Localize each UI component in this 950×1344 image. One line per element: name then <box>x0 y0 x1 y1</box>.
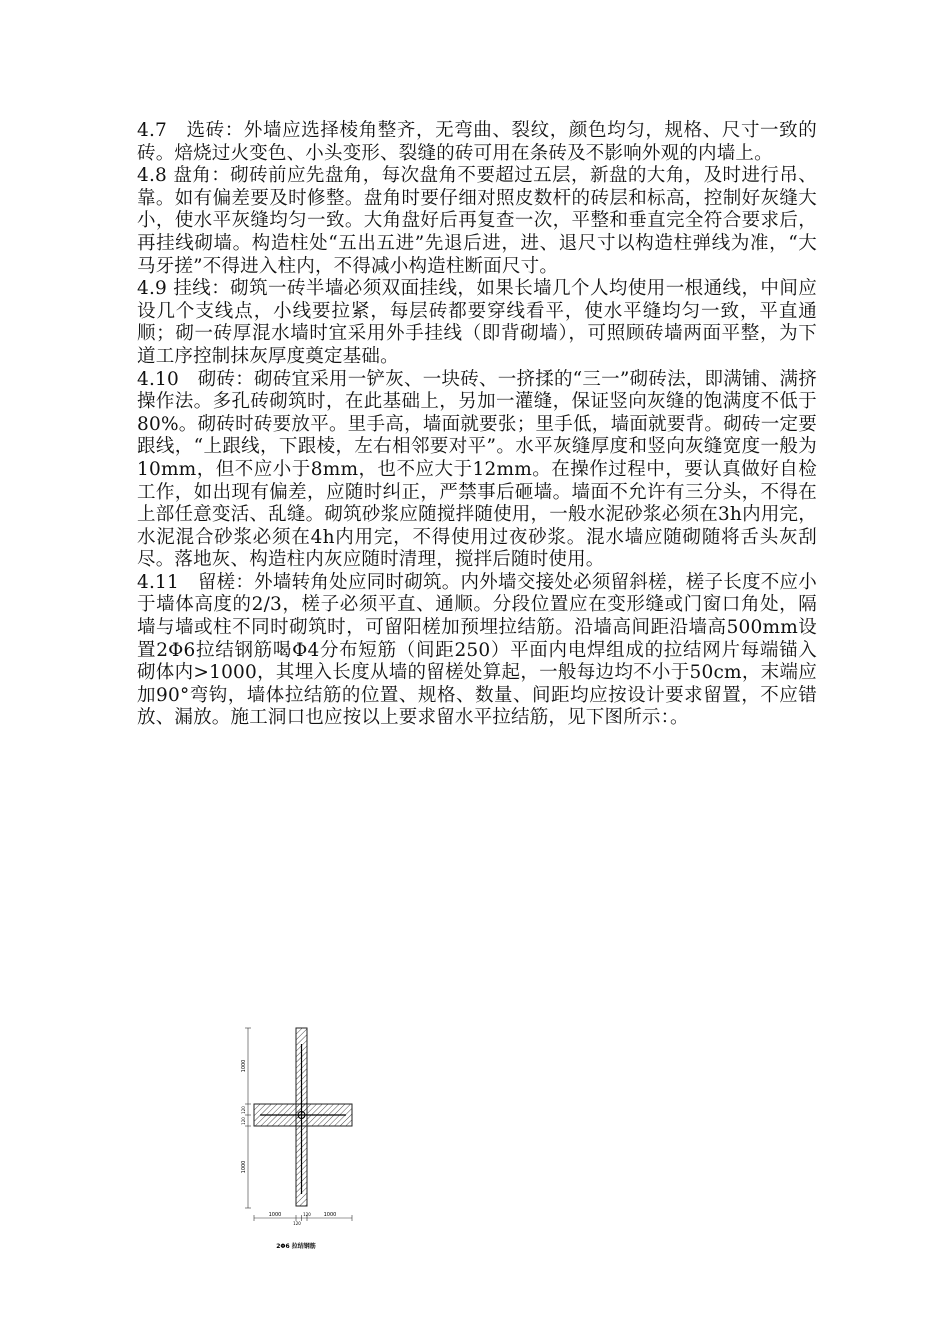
figure-caption: 2Φ6 拉结钢筋 <box>276 1243 316 1250</box>
paragraph-4-9: 4.9 挂线：砌筑一砖半墙必须双面挂线，如果长墙几个人均使用一根通线，中间应设几个支线点，小线要拉紧，每层砖都要穿线看平，使水平缝均匀一致，平直通顺；砌一砖厚混水墙时宜采用外手挂线（即背砌墙），可照顾砖墙两面平整，为下道工序控制抹灰厚度奠定基础。 <box>137 278 817 367</box>
dim-bottom-right: 1000 <box>323 1212 337 1218</box>
paragraph-4-10: 4.10 砌砖：砌砖宜采用一铲灰、一块砖、一挤揉的“三一”砌砖法，即满铺、满挤操作法。多孔砖砌筑时，在此基础上，另加一灌缝，保证竖向灰缝的饱满度不低于80%。砌砖时砖要放平。里手高，墙面就要张；里手低，墙面就要背。砌砖一定要跟线，“上跟线，下跟棱，左右相邻要对平”。水平灰缝厚度和竖向灰缝宽度一般为10mm，但不应小于8mm，也不应大于12mm。在操作过程中，要认真做好自检工作，如出现有偏差，应随时纠正，严禁事后砸墙。墙面不允许有三分头，不得在上部任意变活、乱缝。砌筑砂浆应随搅拌随使用，一般水泥砂浆必须在3h内用完，水泥混合砂浆必须在4h内用完，不得使用过夜砂浆。混水墙应随砌随将舌头灰刮尽。落地灰、构造柱内灰应随时清理，搅拌后随时使用。 <box>137 368 817 571</box>
dim-mid-top: 120 <box>241 1106 246 1114</box>
dim-bottom: 1000 <box>241 1160 247 1174</box>
paragraph-4-8: 4.8 盘角：砌砖前应先盘角，每次盘角不要超过五层，新盘的大角，及时进行吊、靠。如有偏差要及时修整。盘角时要仔细对照皮数杆的砖层和标高，控制好灰缝大小，使水平灰缝均匀一致。大角盘好后再复查一次，平整和垂直完全符合要求后，再挂线砌墙。构造柱处“五出五进”先退后进，进、退尺寸以构造柱弹线为准，“大马牙搓”不得进入柱内，不得减小构造柱断面尺寸。 <box>137 165 817 277</box>
tie-bar-diagram <box>240 1022 360 1270</box>
paragraph-4-7: 4.7 选砖：外墙应选择棱角整齐，无弯曲、裂纹，颜色均匀，规格、尺寸一致的砖。焙烧过火变色、小头变形、裂缝的砖可用在条砖及不影响外观的内墙上。 <box>137 120 817 164</box>
dim-bottom-left: 1000 <box>268 1212 282 1218</box>
dim-bottom-center-right: 120 <box>303 1212 311 1217</box>
dim-mid-bottom: 120 <box>241 1117 246 1125</box>
dim-bottom-center-left: 120 <box>293 1221 301 1226</box>
body-text <box>137 120 817 730</box>
tie-bar-drawing <box>240 1022 360 1270</box>
dim-top: 1000 <box>241 1059 247 1073</box>
paragraph-4-11: 4.11 留槎：外墙转角处应同时砌筑。内外墙交接处必须留斜槎，槎子长度不应小于墙体高度的2/3，槎子必须平直、通顺。分段位置应在变形缝或门窗口角处，隔墙与墙或柱不同时砌筑时，可留阳槎加预埋拉结筋。沿墙高间距沿墙高500mm设置2Φ6拉结钢筋喝Φ4分布短筋（间距250）平面内电焊组成的拉结网片每端锚入砌体内>1000，其埋入长度从墙的留槎处算起，一般每边均不小于50cm，末端应加90°弯钩，墙体拉结筋的位置、规格、数量、间距均应按设计要求留置，不应错放、漏放。施工洞口也应按以上要求留水平拉结筋，见下图所示：。 <box>137 571 817 729</box>
